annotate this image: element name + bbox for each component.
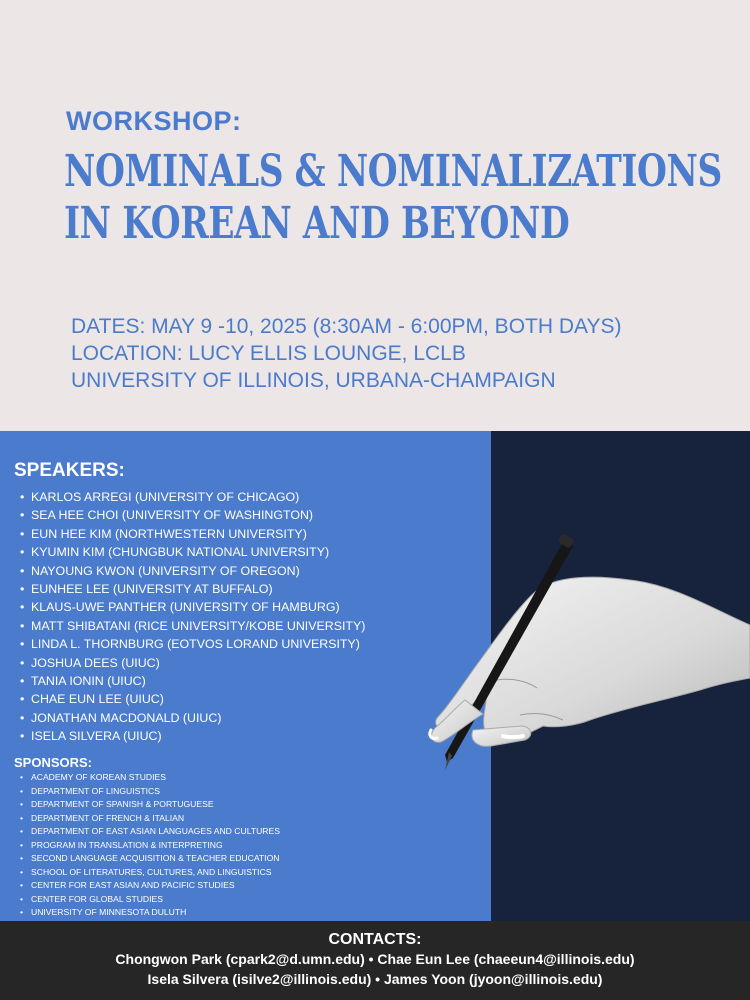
sponsor-item: • CENTER FOR EAST ASIAN AND PACIFIC STUDIES — [20, 879, 280, 893]
workshop-label: WORKSHOP: — [66, 106, 242, 136]
sponsor-item: • DEPARTMENT OF SPANISH & PORTUGUESE — [20, 798, 280, 812]
speaker-item: • KYUMIN KIM (CHUNGBUK NATIONAL UNIVERSITY) — [20, 543, 365, 561]
speaker-item: • EUN HEE KIM (NORTHWESTERN UNIVERSITY) — [20, 525, 365, 543]
sponsor-item: • DEPARTMENT OF LINGUISTICS — [20, 785, 280, 799]
speaker-item: • EUNHEE LEE (UNIVERSITY AT BUFFALO) — [20, 580, 365, 598]
contacts-line-2: Isela Silvera (isilve2@illinois.edu) • James Yoon (jyoon@illinois.edu) — [147, 971, 603, 987]
hand-holding-pen-image — [425, 530, 750, 775]
sponsor-item: • DEPARTMENT OF EAST ASIAN LANGUAGES AND CULTURES — [20, 825, 280, 839]
sponsors-heading: SPONSORS: — [14, 755, 93, 770]
sponsor-item: • PROGRAM IN TRANSLATION & INTERPRETING — [20, 839, 280, 853]
speaker-item: • JOSHUA DEES (UIUC) — [20, 654, 365, 672]
speaker-item: • JONATHAN MACDONALD (UIUC) — [20, 709, 365, 727]
sponsors-list — [20, 771, 280, 920]
event-details — [71, 313, 621, 394]
sponsor-item: • ACADEMY OF KOREAN STUDIES — [20, 771, 280, 785]
sponsor-item: • DEPARTMENT OF FRENCH & ITALIAN — [20, 812, 280, 826]
speaker-item: • TANIA IONIN (UIUC) — [20, 672, 365, 690]
speaker-item: • KLAUS-UWE PANTHER (UNIVERSITY OF HAMBURG) — [20, 598, 365, 616]
speaker-item: • ISELA SILVERA (UIUC) — [20, 727, 365, 745]
speaker-item: • MATT SHIBATANI (RICE UNIVERSITY/KOBE UNIVERSITY) — [20, 617, 365, 635]
contacts-line-1: Chongwon Park (cpark2@d.umn.edu) • Chae Eun Lee (chaeeun4@illinois.edu) — [115, 951, 635, 967]
speaker-item: • LINDA L. THORNBURG (EOTVOS LORAND UNIVERSITY) — [20, 635, 365, 653]
event-university: UNIVERSITY OF ILLINOIS, URBANA-CHAMPAIGN — [71, 369, 556, 392]
event-location: LOCATION: LUCY ELLIS LOUNGE, LCLB — [71, 342, 466, 365]
speaker-item: • NAYOUNG KWON (UNIVERSITY OF OREGON) — [20, 562, 365, 580]
workshop-title — [64, 146, 722, 250]
header-section — [0, 0, 750, 431]
speaker-item: • SEA HEE CHOI (UNIVERSITY OF WASHINGTON) — [20, 506, 365, 524]
speaker-item: • CHAE EUN LEE (UIUC) — [20, 690, 365, 708]
contacts-footer — [0, 921, 750, 1000]
speakers-list — [20, 488, 365, 746]
speaker-item: • KARLOS ARREGI (UNIVERSITY OF CHICAGO) — [20, 488, 365, 506]
title-line-2: IN KOREAN AND BEYOND — [64, 198, 570, 249]
sponsor-item: • SECOND LANGUAGE ACQUISITION & TEACHER EDUCATION — [20, 852, 280, 866]
sponsor-item: • UNIVERSITY OF MINNESOTA DULUTH — [20, 906, 280, 920]
speakers-heading: SPEAKERS: — [14, 460, 125, 481]
title-line-1: NOMINALS & NOMINALIZATIONS — [64, 146, 722, 197]
sponsor-item: • CENTER FOR GLOBAL STUDIES — [20, 893, 280, 907]
contacts-heading: CONTACTS: — [328, 931, 422, 948]
event-dates: DATES: MAY 9 -10, 2025 (8:30AM - 6:00PM, BOTH DAYS) — [71, 315, 622, 338]
sponsor-item: • SCHOOL OF LITERATURES, CULTURES, AND LINGUISTICS — [20, 866, 280, 880]
